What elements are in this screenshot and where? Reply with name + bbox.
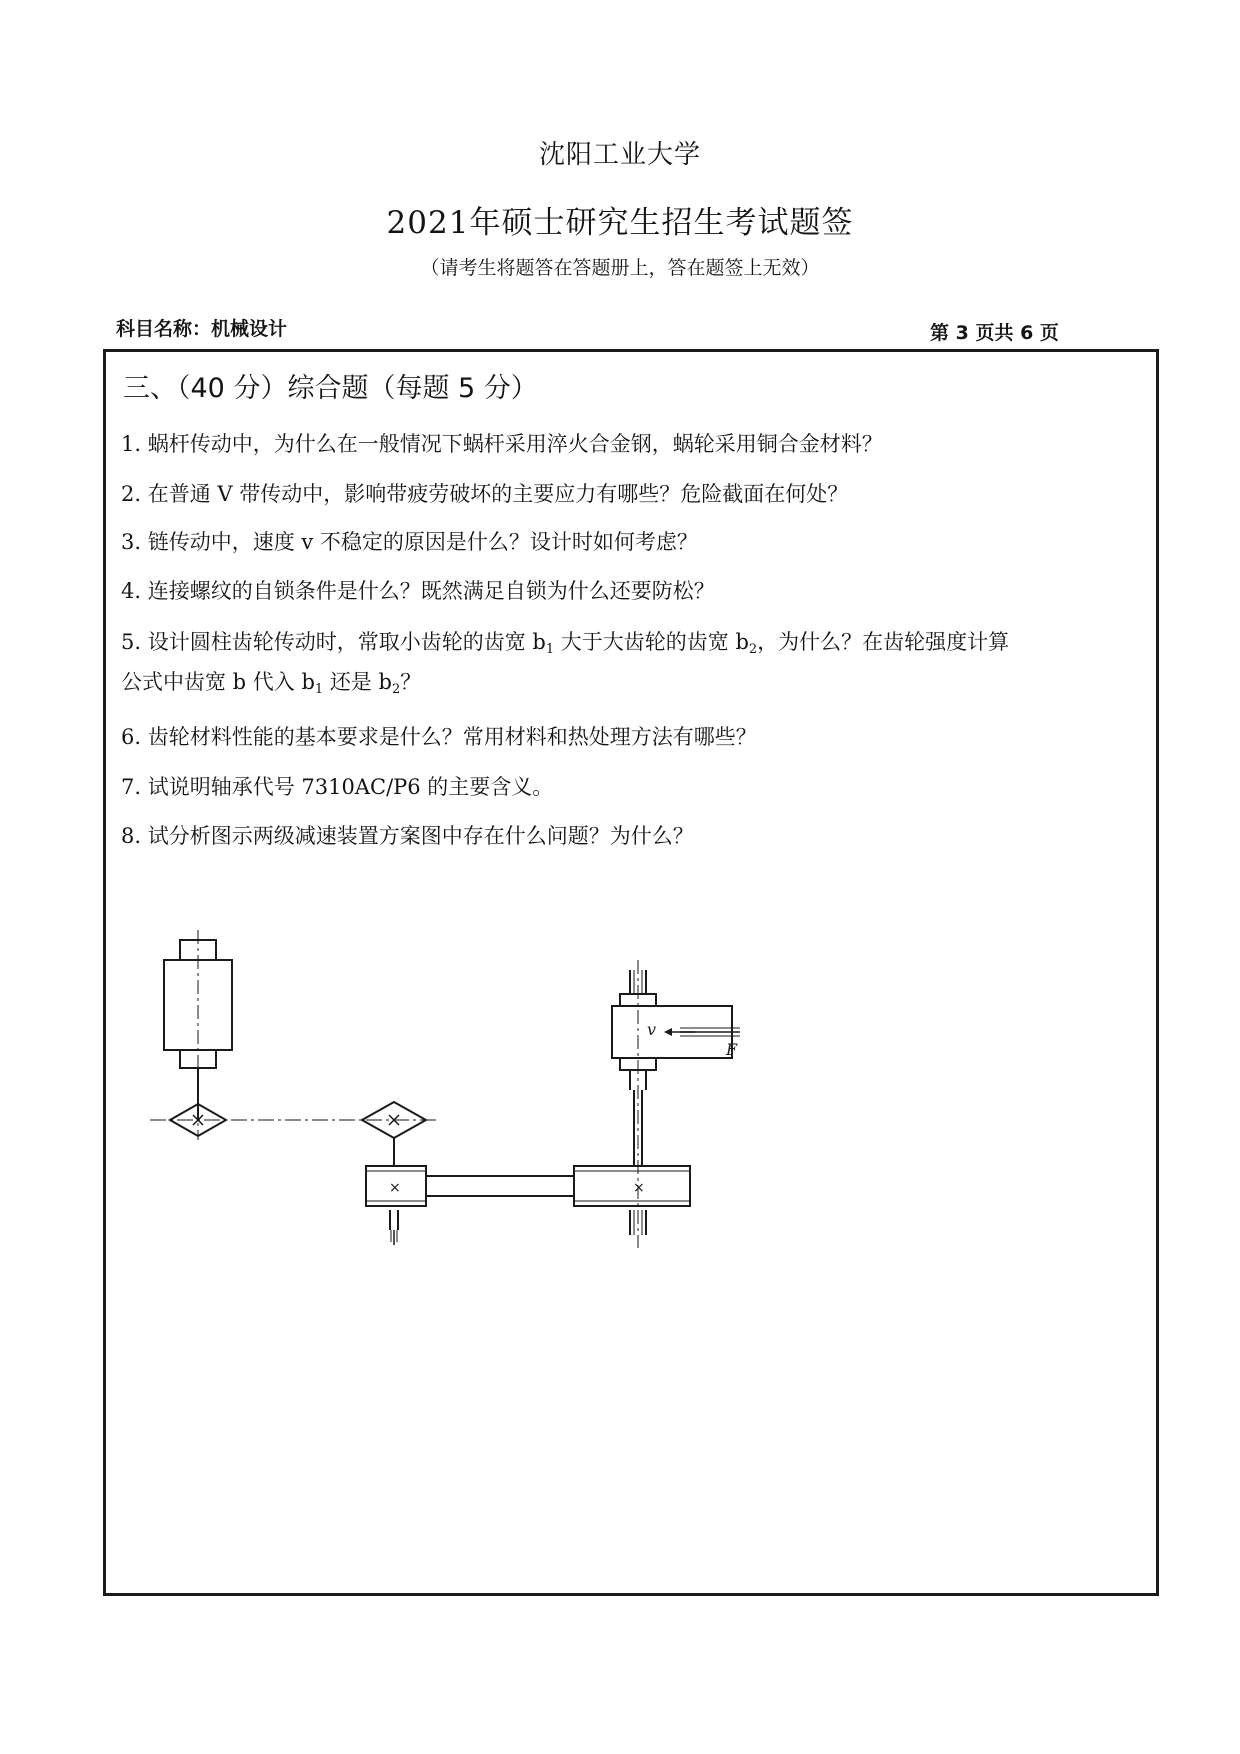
question-6: 6. 齿轮材料性能的基本要求是什么？常用材料和热处理方法有哪些？ (121, 725, 757, 749)
pulley-mark-right: × (633, 1180, 645, 1196)
q5-text-6: ？ (400, 670, 422, 694)
output-shaft (630, 960, 646, 1248)
section-title: 三、（40 分）综合题（每题 5 分） (123, 373, 538, 404)
question-1: 1. 蜗杆传动中，为什么在一般情况下蜗杆采用淬火合金钢，蜗轮采用铜合金材料？ (121, 432, 883, 456)
q5-sub-4: 2 (392, 682, 401, 697)
exam-title: 2021年硕士研究生招生考试题签 (386, 205, 854, 241)
motor-symbol (164, 930, 232, 1140)
left-pulley-shaft (390, 1210, 398, 1245)
page-number: 第 3 页共 6 页 (930, 322, 1059, 344)
q5-sub-1: 1 (545, 642, 555, 657)
pulley-mark-left: × (389, 1180, 401, 1196)
q5-text-2: 大于大齿轮的齿宽 b (554, 630, 749, 654)
right-coupling (362, 1102, 426, 1166)
q5-sub-2: 2 (748, 642, 758, 657)
question-5-continued (121, 668, 421, 696)
force-label: F (726, 1040, 738, 1059)
university-name: 沈阳工业大学 (538, 140, 701, 170)
question-7: 7. 试说明轴承代号 7310AC/P6 的主要含义。 (121, 775, 554, 799)
q5-sub-3: 1 (314, 682, 324, 697)
exam-notice: （请考生将题答在答题册上，答在题签上无效） (420, 257, 820, 279)
q5-text-5: 还是 b (323, 670, 392, 694)
question-3: 3. 链传动中，速度 v 不稳定的原因是什么？设计时如何考虑？ (121, 530, 698, 554)
reducer-scheme-diagram (150, 930, 740, 1250)
question-2: 2. 在普通 V 带传动中，影响带疲劳破坏的主要应力有哪些？危险截面在何处？ (121, 482, 849, 506)
velocity-arrow (664, 1028, 695, 1036)
q5-text-4: 公式中齿宽 b 代入 b (121, 670, 315, 694)
question-5 (121, 628, 1009, 656)
velocity-label: v (647, 1020, 657, 1039)
q5-text-3: ，为什么？在齿轮强度计算 (757, 630, 1010, 654)
q5-text-1: 5. 设计圆柱齿轮传动时，常取小齿轮的齿宽 b (121, 630, 546, 654)
subject-name: 科目名称：机械设计 (116, 318, 288, 340)
question-8: 8. 试分析图示两级减速装置方案图中存在什么问题？为什么？ (121, 824, 694, 848)
question-4: 4. 连接螺纹的自锁条件是什么？既然满足自锁为什么还要防松？ (121, 579, 715, 603)
